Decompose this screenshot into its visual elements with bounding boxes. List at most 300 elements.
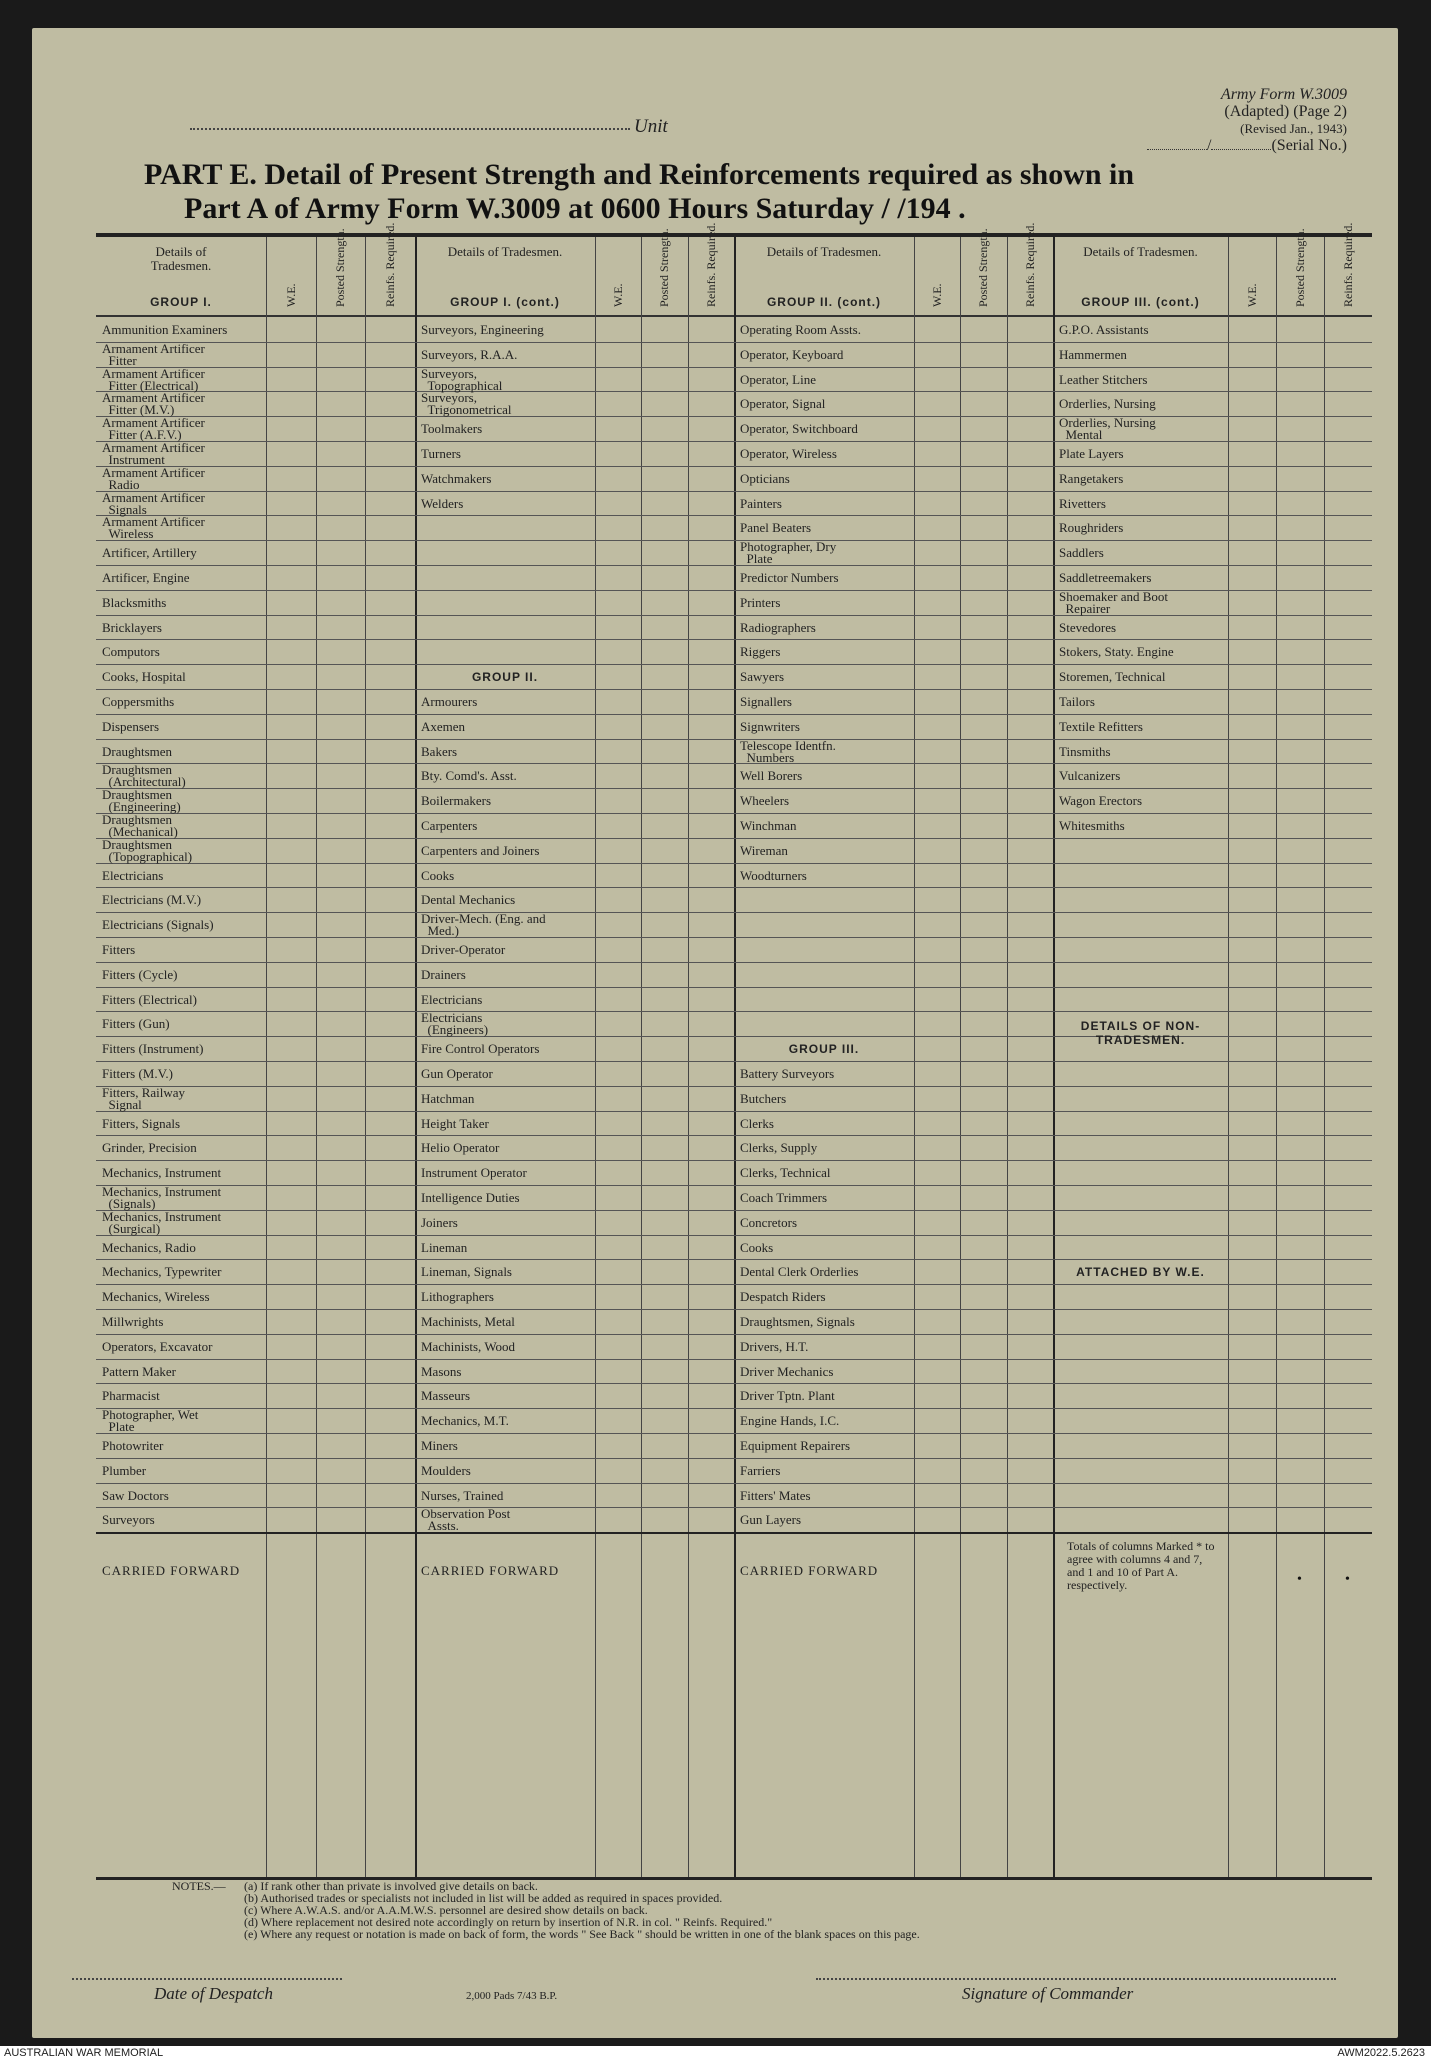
- trade-row-label: Drainers: [421, 966, 466, 982]
- row-divider: [96, 1433, 1372, 1434]
- note-item: (c) Where A.W.A.S. and/or A.A.M.W.S. personnel are desired show details on back.: [244, 1903, 648, 1917]
- trade-row-label: [102, 764, 186, 788]
- cell-line: Instrument: [102, 452, 165, 467]
- trade-row-label: Carpenters: [421, 818, 478, 833]
- row-divider: [96, 788, 1372, 789]
- cell-line: Armament Artificer: [102, 489, 205, 505]
- form-title: Army Form W.3009: [1220, 86, 1347, 103]
- cell-line: Fitter (M.V.): [102, 402, 175, 418]
- trade-row-label: Turners: [421, 446, 461, 461]
- title-line-2: Part A of Army Form W.3009 at 0600 Hours Saturday / /194 .: [184, 192, 966, 225]
- trade-row-label: [102, 814, 178, 838]
- trade-row-label: [102, 365, 205, 393]
- cell-line: (Topographical): [102, 848, 193, 864]
- cell-line: Photographer, Dry: [740, 539, 837, 555]
- trade-row-label: Fitters' Mates: [740, 1487, 811, 1503]
- column-header-details: [1053, 237, 1228, 317]
- trade-row-label: Surveyors, R.A.A.: [421, 346, 518, 362]
- trade-row-label: Signallers: [740, 694, 792, 709]
- trade-row-label: Stokers, Staty. Engine: [1059, 644, 1174, 660]
- trade-row-label: Fitters (Instrument): [102, 1041, 204, 1057]
- form-paper: [32, 28, 1398, 2038]
- total-marker: •: [1297, 1572, 1302, 1588]
- cell-line: Trigonometrical: [421, 402, 512, 418]
- trade-row-label: [102, 1409, 198, 1433]
- trade-row-label: Vulcanizers: [1059, 768, 1121, 784]
- sub-column-divider: [595, 237, 596, 1877]
- row-divider: [96, 367, 1372, 368]
- details-of-tradesmen-label: Details of Tradesmen.: [150, 244, 212, 273]
- row-divider: [96, 1185, 1372, 1186]
- column-header-details: [415, 237, 595, 317]
- notes-block: [172, 1880, 920, 1940]
- trade-row-label: Driver Tptn. Plant: [740, 1388, 835, 1404]
- strength-table: [96, 222, 1372, 1880]
- trade-row-label: Engine Hands, I.C.: [740, 1413, 840, 1429]
- trade-row-label: Bricklayers: [102, 619, 162, 635]
- cell-line: Draughtsmen: [102, 836, 173, 852]
- row-divider: [96, 1061, 1372, 1062]
- trade-row-label: Mechanics, Wireless: [102, 1289, 210, 1305]
- row-divider: [96, 813, 1372, 814]
- trade-row-label: Bty. Comd's. Asst.: [421, 768, 517, 784]
- sub-column-divider: [365, 237, 366, 1877]
- sub-column-divider: [1007, 237, 1008, 1877]
- trade-row-label: Operator, Line: [740, 371, 817, 387]
- block-divider: [1053, 237, 1055, 1877]
- sub-column-divider: [960, 237, 961, 1877]
- group-iii-heading: GROUP III.: [788, 1042, 860, 1057]
- cell-line: Wireless: [102, 526, 154, 542]
- trade-row-label: [102, 392, 205, 416]
- cell-line: Surveyors,: [421, 390, 477, 406]
- trade-row-label: Electricians: [421, 991, 483, 1007]
- trade-row-label: [421, 1508, 510, 1532]
- cell-line: Radio: [102, 476, 140, 492]
- cell-line: Mechanics, Instrument: [102, 1184, 222, 1199]
- trade-row-label: Saddletreemakers: [1059, 570, 1152, 585]
- row-divider: [96, 1334, 1372, 1335]
- sub-column-divider: [1228, 237, 1229, 1877]
- row-divider: [96, 1483, 1372, 1484]
- cell-line: (Mechanical): [102, 824, 178, 839]
- trade-row-label: Operator, Signal: [740, 396, 826, 412]
- trade-row-label: Nurses, Trained: [421, 1487, 504, 1503]
- trade-row-label: Wireman: [740, 842, 788, 858]
- trade-row-label: [102, 340, 205, 368]
- vertical-label: W.E.: [1245, 283, 1259, 307]
- trade-row-label: Riggers: [740, 644, 781, 660]
- trade-row-label: Masseurs: [421, 1388, 471, 1404]
- trade-row-label: Whitesmiths: [1059, 818, 1125, 833]
- trade-row-label: Gun Layers: [740, 1512, 802, 1528]
- trade-row-label: Radiographers: [740, 619, 816, 635]
- trade-row-label: Pattern Maker: [102, 1363, 177, 1379]
- cell-line: (Engineering): [102, 799, 181, 815]
- cell-line: Signals: [102, 501, 147, 517]
- trade-row-label: Saw Doctors: [102, 1487, 169, 1503]
- trade-row-label: Leather Stitchers: [1059, 371, 1148, 387]
- cell-line: Med.): [421, 923, 459, 939]
- trade-row-label: Operators, Excavator: [102, 1338, 213, 1354]
- row-divider: [96, 763, 1372, 764]
- reinfs-required-column-header: [365, 222, 415, 317]
- trade-row-label: Fitters: [102, 942, 136, 957]
- vertical-label: W.E.: [611, 283, 626, 307]
- row-divider: [96, 515, 1372, 516]
- cell-line: Photographer, Wet: [102, 1407, 199, 1423]
- row-divider: [96, 590, 1372, 591]
- carried-forward-label: CARRIED FORWARD: [102, 1563, 241, 1579]
- trade-row-label: Textile Refitters: [1059, 718, 1143, 734]
- row-divider: [96, 391, 1372, 392]
- vertical-label: Reinfs. Required.: [1022, 222, 1037, 307]
- trade-row-label: Clerks: [740, 1115, 774, 1131]
- date-dotline: [72, 1978, 342, 1980]
- trade-row-label: Hammermen: [1059, 346, 1127, 362]
- trade-row-label: Mechanics, Radio: [102, 1239, 196, 1255]
- trade-row-label: Armourers: [421, 694, 478, 709]
- row-divider: [96, 1235, 1372, 1236]
- trade-row-label: Moulders: [421, 1462, 471, 1478]
- note-item: (a) If rank other than private is involved give details on back.: [244, 1879, 538, 1893]
- row-divider: [96, 1458, 1372, 1459]
- trade-row-label: Winchman: [740, 818, 797, 833]
- trade-row-label: Plumber: [102, 1462, 147, 1478]
- sub-column-divider: [688, 237, 689, 1877]
- trade-row-label: Ammunition Examiners: [102, 322, 228, 337]
- group-heading: GROUP I.: [150, 295, 212, 309]
- cell-line: Surveyors,: [421, 365, 477, 381]
- row-divider: [96, 416, 1372, 417]
- we-column-header: [266, 237, 316, 317]
- notes-label: NOTES.—: [172, 1879, 226, 1893]
- row-divider: [96, 714, 1372, 715]
- trade-row-label: Toolmakers: [421, 421, 483, 437]
- row-divider: [96, 1309, 1372, 1310]
- vertical-label: Reinfs. Required.: [1341, 222, 1355, 307]
- trade-row-label: Equipment Repairers: [740, 1438, 851, 1453]
- block-divider: [734, 237, 736, 1877]
- reinfs-required-column-header: [1007, 222, 1053, 317]
- form-adapted: (Adapted) (Page 2): [1224, 103, 1347, 120]
- row-divider: [96, 639, 1372, 640]
- trade-row-label: Draughtsmen: [102, 743, 173, 759]
- carried-forward-label: CARRIED FORWARD: [421, 1563, 560, 1579]
- trade-row-label: Electricians: [102, 867, 164, 883]
- row-divider: [96, 1086, 1372, 1087]
- cell-line: Driver-Mech. (Eng. and: [421, 911, 546, 927]
- archive-name: AUSTRALIAN WAR MEMORIAL: [4, 2047, 164, 2059]
- trade-row-label: Wagon Erectors: [1059, 793, 1143, 809]
- vertical-label: Posted Strength.: [657, 228, 672, 307]
- row-divider: [96, 1111, 1372, 1112]
- trade-row-label: Drivers, H.T.: [740, 1338, 809, 1354]
- trade-row-label: Fire Control Operators: [421, 1041, 540, 1057]
- row-divider: [96, 1359, 1372, 1360]
- row-divider: [96, 441, 1372, 442]
- trade-row-label: Fitters (Cycle): [102, 966, 178, 982]
- trade-row-label: Artificer, Engine: [102, 570, 190, 585]
- cell-line: Armament Artificer: [102, 415, 205, 431]
- details-of-tradesmen-label: Details of Tradesmen.: [1083, 244, 1198, 259]
- row-divider: [96, 887, 1372, 888]
- vertical-label: Posted Strength.: [976, 228, 991, 307]
- cell-line: Fitters, Railway: [102, 1084, 186, 1100]
- vertical-label: Reinfs. Required.: [703, 222, 718, 307]
- cell-line: Draughtsmen: [102, 762, 173, 778]
- trade-row-label: Operating Room Assts.: [740, 322, 861, 337]
- form-identifier: [1117, 86, 1347, 154]
- cell-line: Armament Artificer: [102, 365, 205, 381]
- cell-line: Repairer: [1059, 600, 1111, 616]
- we-column-header: [914, 237, 960, 317]
- sub-column-divider: [914, 237, 915, 1877]
- trade-row-label: Masons: [421, 1363, 462, 1379]
- details-of-tradesmen-label: Details of Tradesmen.: [766, 244, 882, 259]
- serial-label: (Serial No.): [1271, 137, 1347, 154]
- trade-row-label: Bakers: [421, 743, 458, 759]
- posted-strength-column-header: [316, 228, 366, 317]
- vertical-label: W.E.: [283, 283, 298, 307]
- cell-line: Plate: [740, 551, 773, 567]
- cell-line: Orderlies, Nursing: [1059, 415, 1156, 431]
- trade-row-label: Roughriders: [1059, 520, 1124, 536]
- trade-row-label: Coach Trimmers: [740, 1190, 828, 1205]
- vertical-label: Reinfs. Required.: [383, 222, 398, 307]
- trade-row-label: Driver-Operator: [421, 942, 506, 957]
- trade-row-label: Miners: [421, 1438, 458, 1453]
- row-divider: [96, 1135, 1372, 1136]
- total-marker: •: [1345, 1572, 1350, 1588]
- cell-line: Armament Artificer: [102, 514, 205, 530]
- cell-line: Telescope Identfn.: [740, 737, 836, 753]
- cell-line: Draughtsmen: [102, 812, 173, 827]
- trade-row-label: Saddlers: [1059, 545, 1104, 561]
- trade-row-label: [102, 489, 205, 517]
- sub-column-divider: [641, 237, 642, 1877]
- cell-line: Armament Artificer: [102, 390, 205, 406]
- row-divider: [96, 1383, 1372, 1384]
- trade-row-label: Boilermakers: [421, 793, 492, 809]
- trade-row-label: Electricians (Signals): [102, 917, 214, 933]
- trade-row-label: Computors: [102, 644, 160, 660]
- cell-line: Mental: [1059, 427, 1103, 443]
- trade-row-label: Woodturners: [740, 867, 807, 883]
- sub-column-divider: [266, 237, 267, 1877]
- trade-row-label: Farriers: [740, 1462, 781, 1478]
- trade-row-label: [740, 737, 836, 765]
- trade-row-label: Tailors: [1059, 694, 1095, 709]
- carried-forward-label: CARRIED FORWARD: [740, 1563, 879, 1579]
- row-divider: [96, 1160, 1372, 1161]
- trade-row-label: Tinsmiths: [1059, 743, 1111, 759]
- row-divider: [96, 565, 1372, 566]
- trade-row-label: Electricians (M.V.): [102, 892, 202, 908]
- cell-line: Shoemaker and Boot: [1059, 588, 1169, 604]
- vertical-label: W.E.: [930, 283, 945, 307]
- cell-line: Assts.: [421, 1518, 459, 1534]
- trade-row-label: Rivetters: [1059, 495, 1106, 511]
- trade-row-label: Orderlies, Nursing: [1059, 396, 1156, 412]
- column-header-details: [96, 237, 266, 317]
- row-divider: [96, 1259, 1372, 1260]
- attached-by-we-heading: ATTACHED BY W.E.: [1076, 1265, 1205, 1280]
- posted-strength-column-header: [641, 228, 687, 317]
- trade-row-label: [102, 464, 205, 492]
- trade-row-label: Dental Mechanics: [421, 892, 516, 908]
- trade-row-label: Predictor Numbers: [740, 570, 839, 585]
- row-divider: [96, 1284, 1372, 1285]
- trade-row-label: Rangetakers: [1059, 470, 1124, 486]
- trade-row-label: Fitters (Electrical): [102, 991, 197, 1007]
- trade-row-label: [102, 1186, 221, 1210]
- group-ii-heading: GROUP II.: [471, 670, 539, 685]
- unit-label: Unit: [634, 116, 668, 137]
- pads-note: 2,000 Pads 7/43 B.P.: [466, 1990, 558, 2002]
- trade-row-label: Battery Surveyors: [740, 1066, 835, 1081]
- row-divider: [96, 1011, 1372, 1012]
- trade-row-label: Watchmakers: [421, 470, 492, 486]
- trade-row-label: Height Taker: [421, 1115, 489, 1131]
- trade-row-label: Surveyors: [102, 1512, 155, 1528]
- trade-row-label: Axemen: [421, 718, 466, 734]
- cell-line: Fitter (Electrical): [102, 377, 199, 393]
- trade-row-label: Clerks, Supply: [740, 1140, 818, 1156]
- unit-line: [190, 116, 668, 138]
- trade-row-label: Dispensers: [102, 718, 160, 734]
- trade-row-label: Despatch Riders: [740, 1289, 826, 1305]
- trade-row-label: Well Borers: [740, 768, 803, 784]
- reinfs-required-column-header: [688, 222, 734, 317]
- trade-row-label: [102, 1208, 222, 1236]
- trade-row-label: Cooks, Hospital: [102, 669, 186, 685]
- row-divider: [96, 615, 1372, 616]
- trade-row-label: Blacksmiths: [102, 594, 167, 610]
- trade-row-label: [102, 417, 205, 441]
- trade-row-label: Coppersmiths: [102, 694, 175, 709]
- cell-line: Signal: [102, 1096, 142, 1112]
- trade-row-label: [102, 836, 193, 864]
- trade-row-label: Stevedores: [1059, 619, 1117, 635]
- trade-row-label: Painters: [740, 495, 782, 511]
- cell-line: Numbers: [740, 749, 795, 765]
- trade-row-label: [740, 541, 836, 565]
- form-revised: (Revised Jan., 1943): [1240, 121, 1347, 136]
- trade-row-label: Mechanics, Typewriter: [102, 1264, 222, 1280]
- cell-line: Armament Artificer: [102, 340, 205, 356]
- trade-row-label: [1059, 588, 1169, 616]
- trade-row-label: Mechanics, M.T.: [421, 1413, 509, 1429]
- trade-row-label: [102, 789, 181, 813]
- row-divider: [96, 1210, 1372, 1211]
- trade-row-label: [1059, 417, 1156, 441]
- row-divider: [96, 1507, 1372, 1508]
- group-heading: GROUP II. (cont.): [766, 295, 882, 309]
- trade-row-label: Intelligence Duties: [421, 1190, 520, 1205]
- reinfs-required-column-header: [1324, 222, 1372, 317]
- trade-row-label: Surveyors, Engineering: [421, 322, 544, 337]
- cell-line: Topographical: [421, 377, 503, 393]
- group-heading: GROUP I. (cont.): [450, 295, 560, 309]
- trade-row-label: Dental Clerk Orderlies: [740, 1264, 859, 1280]
- cell-line: Fitter (A.F.V.): [102, 427, 182, 443]
- we-column-header: [1228, 237, 1276, 317]
- trade-row-label: Pharmacist: [102, 1388, 160, 1404]
- row-divider: [96, 863, 1372, 864]
- row-divider: [96, 987, 1372, 988]
- column-header-details: [734, 237, 914, 317]
- trade-row-label: Clerks, Technical: [740, 1165, 831, 1181]
- trade-row-label: Plate Layers: [1059, 446, 1124, 461]
- trade-row-label: Printers: [740, 594, 781, 610]
- signature-of-commander: Signature of Commander: [962, 1984, 1134, 2003]
- trade-row-label: Fitters (Gun): [102, 1016, 170, 1032]
- trade-row-label: [421, 392, 512, 416]
- signature-dotline: [816, 1978, 1336, 1980]
- trade-row-label: Hatchman: [421, 1090, 475, 1106]
- trade-row-label: [421, 1012, 488, 1036]
- trade-row-label: Lineman, Signals: [421, 1264, 512, 1280]
- trade-row-label: Storemen, Technical: [1059, 669, 1166, 685]
- cell-line: (Engineers): [421, 1022, 489, 1038]
- row-divider: [96, 838, 1372, 839]
- cell-line: Mechanics, Instrument: [102, 1208, 222, 1224]
- date-of-despatch: Date of Despatch: [154, 1984, 273, 2003]
- trade-row-label: Fitters, Signals: [102, 1115, 181, 1131]
- trade-row-label: Wheelers: [740, 793, 790, 809]
- trade-row-label: Lineman: [421, 1239, 468, 1255]
- group-heading: GROUP III. (cont.): [1081, 295, 1200, 309]
- trade-row-label: Grinder, Precision: [102, 1140, 197, 1156]
- trade-row-label: Panel Beaters: [740, 520, 812, 536]
- cell-line: Observation Post: [421, 1506, 511, 1522]
- trade-row-label: Carpenters and Joiners: [421, 842, 540, 858]
- trade-row-label: Instrument Operator: [421, 1165, 527, 1181]
- cell-line: (Architectural): [102, 774, 186, 790]
- row-divider: [96, 540, 1372, 541]
- trade-row-label: [102, 1084, 186, 1112]
- block-divider: [415, 237, 417, 1877]
- row-divider: [96, 1532, 1372, 1534]
- row-divider: [96, 689, 1372, 690]
- posted-strength-column-header: [960, 228, 1006, 317]
- non-tradesmen-heading: DETAILS OF NON-TRADESMEN.: [1080, 1019, 1201, 1048]
- cell-line: Plate: [102, 1419, 135, 1435]
- row-divider: [96, 739, 1372, 740]
- trade-row-label: Mechanics, Instrument: [102, 1165, 222, 1181]
- cell-line: (Surgical): [102, 1220, 161, 1236]
- trade-row-label: Fitters (M.V.): [102, 1066, 173, 1081]
- trade-row-label: Joiners: [421, 1214, 458, 1230]
- row-divider: [96, 491, 1372, 492]
- trade-row-label: [421, 913, 546, 937]
- trade-row-label: Machinists, Wood: [421, 1338, 516, 1354]
- trade-row-label: Gun Operator: [421, 1066, 493, 1081]
- cell-line: Fitter: [102, 352, 137, 368]
- trade-row-label: Butchers: [740, 1090, 787, 1106]
- trade-row-label: Cooks: [421, 867, 455, 883]
- row-divider: [96, 962, 1372, 963]
- trade-row-label: Millwrights: [102, 1314, 164, 1329]
- note-item: (e) Where any request or notation is made on back of form, the words " See Back " should be written in one of the blank spaces on this page.: [244, 1927, 920, 1941]
- trade-row-label: Helio Operator: [421, 1140, 500, 1156]
- note-item: (b) Authorised trades or specialists not included in list will be added as required in spaces provided.: [244, 1891, 723, 1905]
- trade-row-label: Operator, Keyboard: [740, 346, 844, 362]
- cell-line: Armament Artificer: [102, 464, 205, 480]
- trade-row-label: Concretors: [740, 1214, 798, 1230]
- trade-row-label: Machinists, Metal: [421, 1314, 515, 1329]
